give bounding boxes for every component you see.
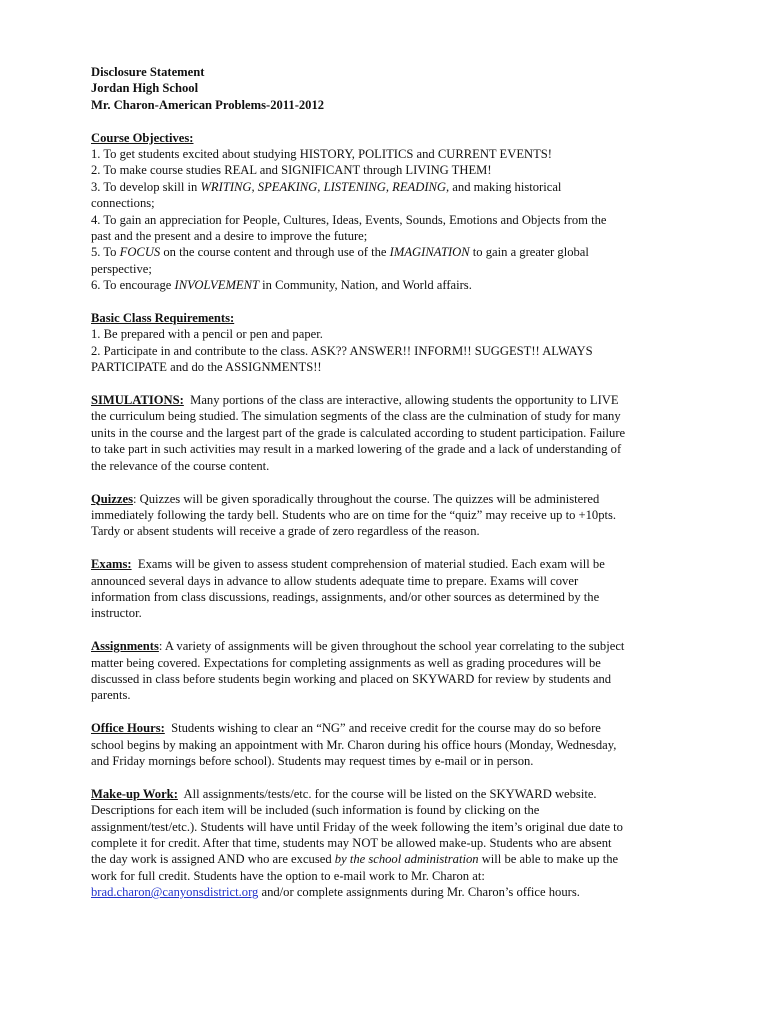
paragraph-line: discussed in class before students begin working and placed on SKYWARD for review by students and — [91, 671, 612, 686]
text: All assignments/tests/etc. for the course will be listed on the SKYWARD website. — [177, 786, 597, 801]
emphasis-text: IMAGINATION — [389, 245, 470, 260]
course-objectives-section — [91, 130, 691, 294]
emphasis-text: FOCUS — [119, 245, 161, 260]
paragraph-line: information from class discussions, readings, assignments, and/or other sources as determined by the — [91, 589, 600, 604]
paragraph-line: announced several days in advance to allow students adequate time to prepare. Exams will cover — [91, 573, 579, 588]
document-header — [91, 64, 691, 113]
simulations-heading: SIMULATIONS: — [91, 393, 184, 408]
text: Many portions of the class are interactive, allowing students the opportunity to LIVE — [183, 393, 619, 408]
objective-3 — [91, 179, 691, 195]
assignments-section — [91, 638, 691, 704]
assignments-heading: Assignments — [91, 639, 159, 654]
paragraph-line: and Friday mornings before school). Students may request times by e-mail or in person. — [91, 753, 534, 768]
class-requirements-heading: Basic Class Requirements: — [91, 311, 235, 326]
class-requirements-section — [91, 310, 691, 376]
emphasis-text: WRITING, SPEAKING, LISTENING, READING, — [200, 179, 450, 194]
text: 3. To develop skill in — [91, 179, 201, 194]
paragraph-line: school begins by making an appointment with Mr. Charon during his office hours (Monday, Wednesday, — [91, 737, 617, 752]
paragraph-line: parents. — [91, 688, 131, 703]
quizzes-heading: Quizzes — [91, 491, 133, 506]
paragraph-line: Tardy or absent students will receive a grade of zero regardless of the reason. — [91, 524, 480, 539]
requirement-2-cont: PARTICIPATE and do the ASSIGNMENTS!! — [91, 360, 322, 375]
requirement-2: 2. Participate in and contribute to the class. ASK?? ANSWER!! INFORM!! SUGGEST!! ALWAYS — [91, 343, 593, 358]
text: : A variety of assignments will be given throughout the school year correlating to the subject — [158, 639, 625, 654]
objective-2: 2. To make course studies REAL and SIGNIFICANT through LIVING THEM! — [91, 163, 492, 178]
objective-3-cont: connections; — [91, 196, 155, 211]
objective-6 — [91, 277, 691, 293]
objective-4-cont: past and the present and a desire to improve the future; — [91, 229, 368, 244]
paragraph-line — [91, 786, 691, 802]
document-title: Disclosure Statement — [91, 65, 205, 79]
text: Students wishing to clear an “NG” and receive credit for the course may do so before — [164, 721, 601, 736]
paragraph-line: units in the course and the largest part of the grade is calculated according to student participation. Failure — [91, 425, 626, 440]
text: the day work is assigned AND who are excused — [91, 852, 335, 867]
paragraph-line: assignment/test/etc.). Students will have until Friday of the week following the item’s original due date to — [91, 819, 623, 834]
simulations-section — [91, 392, 691, 474]
paragraph-line — [91, 884, 691, 900]
paragraph-line — [91, 392, 691, 408]
paragraph-line — [91, 491, 691, 507]
paragraph-line: instructor. — [91, 606, 142, 621]
text: and/or complete assignments during Mr. Charon’s office hours. — [258, 885, 580, 900]
paragraph-line — [91, 556, 691, 572]
disclosure-document — [91, 64, 691, 901]
course-objectives-heading: Course Objectives: — [91, 130, 194, 145]
paragraph-line — [91, 851, 691, 867]
objective-5-cont: perspective; — [91, 261, 152, 276]
text: Exams will be given to assess student comprehension of material studied. Each exam will be — [131, 557, 605, 572]
makeup-work-heading: Make-up Work: — [91, 786, 178, 801]
paragraph-line: the relevance of the course content. — [91, 458, 270, 473]
text: : Quizzes will be given sporadically throughout the course. The quizzes will be administered — [132, 491, 600, 506]
paragraph-line: the curriculum being studied. The simulation segments of the class are the culmination of study for many — [91, 409, 621, 424]
objective-5 — [91, 244, 691, 260]
objective-1: 1. To get students excited about studying HISTORY, POLITICS and CURRENT EVENTS! — [91, 147, 552, 162]
paragraph-line: to take part in such activities may result in a marked lowering of the grade and a lack of understanding of — [91, 442, 622, 457]
exams-heading: Exams: — [91, 557, 132, 572]
school-name: Jordan High School — [91, 81, 199, 96]
text: 5. To — [91, 245, 120, 260]
paragraph-line: work for full credit. Students have the option to e-mail work to Mr. Charon at: — [91, 868, 485, 883]
paragraph-line — [91, 638, 691, 654]
paragraph-line: matter being covered. Expectations for completing assignments as well as grading procedures will be — [91, 655, 601, 670]
course-name: Mr. Charon-American Problems-2011-2012 — [91, 97, 325, 112]
text: on the course content and through use of the — [160, 245, 390, 260]
text: and making historical — [449, 179, 562, 194]
text: in Community, Nation, and World affairs. — [259, 278, 472, 293]
makeup-work-section — [91, 786, 691, 901]
office-hours-heading: Office Hours: — [91, 721, 165, 736]
text: will be able to make up the — [478, 852, 619, 867]
exams-section — [91, 556, 691, 622]
email-link[interactable]: brad.charon@canyonsdistrict.org — [91, 885, 259, 900]
text: to gain a greater global — [469, 245, 589, 260]
objective-4: 4. To gain an appreciation for People, Cultures, Ideas, Events, Sounds, Emotions and Objects from the — [91, 212, 607, 227]
quizzes-section — [91, 491, 691, 540]
emphasis-text: INVOLVEMENT — [174, 278, 260, 293]
office-hours-section — [91, 720, 691, 769]
emphasis-text: by the school administration — [334, 852, 479, 867]
paragraph-line: Descriptions for each item will be included (such information is found by clicking on the — [91, 803, 540, 818]
paragraph-line: immediately following the tardy bell. Students who are on time for the “quiz” may receive up to +10pts. — [91, 507, 617, 522]
requirement-1: 1. Be prepared with a pencil or pen and paper. — [91, 327, 323, 342]
paragraph-line — [91, 720, 691, 736]
paragraph-line: complete it for credit. After that time, students may NOT be allowed make-up. Students who are absent — [91, 835, 612, 850]
text: 6. To encourage — [91, 278, 175, 293]
